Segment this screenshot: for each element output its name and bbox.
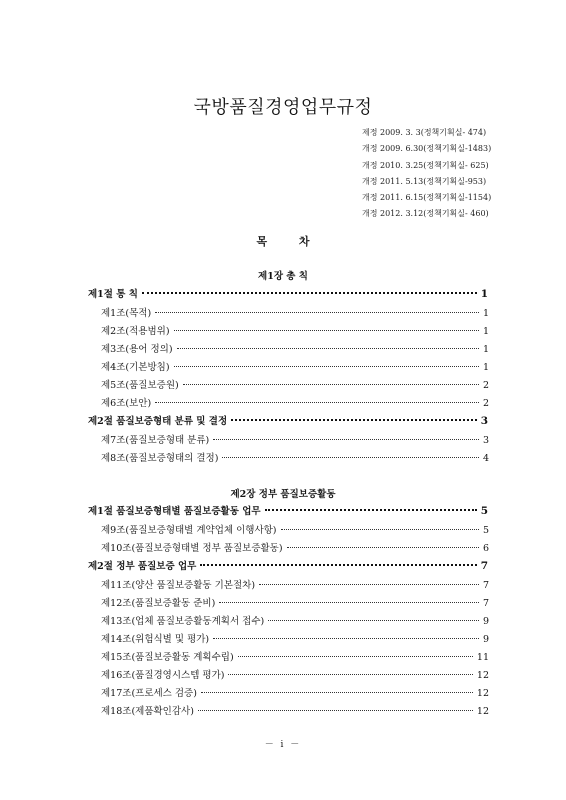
toc-page-number: 5	[482, 525, 489, 536]
document-title: 국방품질경영업무규정	[193, 97, 373, 118]
toc-page-number: 1	[482, 362, 489, 373]
toc-article-entry[interactable]	[101, 631, 489, 647]
toc-article-entry[interactable]	[101, 577, 489, 593]
revision-line: 제정 2009. 3. 3(정책기획실- 474)	[362, 128, 487, 137]
toc-article-entry[interactable]	[101, 341, 489, 357]
revision-line: 개정 2010. 3.25(정책기획실- 625)	[362, 160, 489, 170]
toc-article-entry[interactable]	[101, 649, 489, 665]
toc-entry-label: 제18조(제품확인감사)	[101, 706, 194, 717]
toc-entry-label: 제6조(보안)	[101, 398, 152, 409]
toc-page-number: 1	[482, 308, 489, 319]
toc-entry-label: 제2절 정부 품질보증 업무	[88, 561, 197, 572]
toc-page-number: 12	[476, 706, 489, 717]
dot-leader	[198, 710, 473, 711]
revision-line: 개정 2012. 3.12(정책기획실- 460)	[362, 209, 489, 219]
toc-section-entry[interactable]	[88, 558, 488, 574]
dot-leader	[231, 419, 477, 421]
dot-leader	[183, 384, 479, 385]
toc-page-number: 7	[482, 598, 489, 609]
dot-leader	[155, 312, 479, 313]
toc-entry-label: 제14조(위험식별 및 평가)	[101, 634, 210, 645]
toc-article-entry[interactable]	[101, 395, 489, 411]
toc-page-number: 4	[482, 453, 489, 464]
dot-leader	[222, 457, 479, 458]
revision-line: 개정 2009. 6.30(정책기획실-1483)	[362, 144, 492, 154]
toc-page-number: 12	[476, 688, 489, 699]
dot-leader	[265, 509, 477, 511]
toc-page-number: 2	[482, 398, 489, 409]
dot-leader	[219, 602, 479, 603]
toc-page-number: 3	[482, 435, 489, 446]
toc-page-number: 12	[476, 670, 489, 681]
toc-entry-label: 제1절 품질보증형태별 품질보증활동 업무	[88, 506, 261, 517]
toc-entry-label: 제1절 통 칙	[88, 289, 138, 300]
toc-page-number: 2	[482, 380, 489, 391]
dot-leader	[213, 638, 479, 639]
toc-entry-label: 제16조(품질경영시스템 평가)	[101, 670, 225, 681]
toc-article-entry[interactable]	[101, 595, 489, 611]
toc-entry-label: 제17조(프로세스 검증)	[101, 688, 197, 699]
dot-leader	[287, 547, 479, 548]
toc-heading: 목 차	[256, 235, 310, 248]
toc-article-entry[interactable]	[101, 685, 489, 701]
dot-leader	[174, 330, 479, 331]
toc-entry-label: 제11조(양산 품질보증활동 기본절차)	[101, 580, 256, 591]
revision-line: 개정 2011. 6.15(정책기획실-1154)	[362, 193, 492, 203]
dot-leader	[213, 439, 479, 440]
toc-article-entry[interactable]	[101, 432, 489, 448]
toc-entry-label: 제8조(품질보증형태의 결정)	[101, 453, 219, 464]
dot-leader	[155, 402, 479, 403]
dot-leader	[268, 620, 479, 621]
toc-page-number: 9	[482, 634, 489, 645]
chapter-title: 제1장 총 칙	[258, 271, 308, 282]
dot-leader	[174, 366, 479, 367]
toc-article-entry[interactable]	[101, 540, 489, 556]
toc-entry-label: 제9조(품질보증형태별 계약업체 이행사항)	[101, 525, 277, 536]
toc-entry-label: 제10조(품질보증형태별 정부 품질보증활동)	[101, 543, 283, 554]
toc-entry-label: 제2조(적용범위)	[101, 326, 170, 337]
toc-entry-label: 제2절 품질보증형태 분류 및 결정	[88, 416, 228, 427]
toc-page-number: 5	[480, 505, 488, 517]
toc-entry-label: 제1조(목적)	[101, 308, 152, 319]
toc-section-entry[interactable]	[88, 286, 488, 302]
toc-article-entry[interactable]	[101, 450, 489, 466]
toc-page-number: 9	[482, 616, 489, 627]
revision-history	[362, 125, 552, 223]
toc-page-number: 1	[482, 326, 489, 337]
toc-entry-label: 제4조(기본방침)	[101, 362, 170, 373]
toc-article-entry[interactable]	[101, 522, 489, 538]
toc-page-number: 1	[480, 288, 488, 300]
dot-leader	[200, 564, 476, 566]
toc-article-entry[interactable]	[101, 377, 489, 393]
dot-leader	[201, 692, 473, 693]
toc-entry-label: 제15조(품질보증활동 계획수립)	[101, 652, 234, 663]
toc-article-entry[interactable]	[101, 613, 489, 629]
toc-article-entry[interactable]	[101, 305, 489, 321]
dot-leader	[228, 674, 472, 675]
dot-leader	[259, 584, 479, 585]
toc-page-number: 7	[482, 580, 489, 591]
toc-page-number: 7	[480, 560, 488, 572]
dot-leader	[177, 348, 479, 349]
dot-leader	[142, 292, 477, 294]
toc-entry-label: 제13조(업체 품질보증활동계획서 접수)	[101, 616, 265, 627]
chapter-title: 제2장 정부 품질보증활동	[230, 489, 336, 500]
toc-article-entry[interactable]	[101, 323, 489, 339]
toc-entry-label: 제7조(품질보증형태 분류)	[101, 435, 210, 446]
toc-article-entry[interactable]	[101, 359, 489, 375]
toc-entry-label: 제5조(품질보증원)	[101, 380, 179, 391]
toc-section-entry[interactable]	[88, 413, 488, 429]
toc-entry-label: 제12조(품질보증활동 준비)	[101, 598, 216, 609]
dot-leader	[238, 656, 473, 657]
toc-page-number: 1	[482, 344, 489, 355]
toc-article-entry[interactable]	[101, 667, 489, 683]
toc-page-number: 3	[480, 415, 488, 427]
toc-article-entry[interactable]	[101, 703, 489, 719]
revision-line: 개정 2011. 5.13(정책기획실-953)	[362, 176, 487, 186]
toc-section-entry[interactable]	[88, 503, 488, 519]
toc-entry-label: 제3조(용어 정의)	[101, 344, 173, 355]
page-footer-number: － i －	[264, 740, 302, 750]
toc-page-number: 11	[476, 652, 489, 663]
toc-page-number: 6	[482, 543, 489, 554]
dot-leader	[281, 529, 479, 530]
